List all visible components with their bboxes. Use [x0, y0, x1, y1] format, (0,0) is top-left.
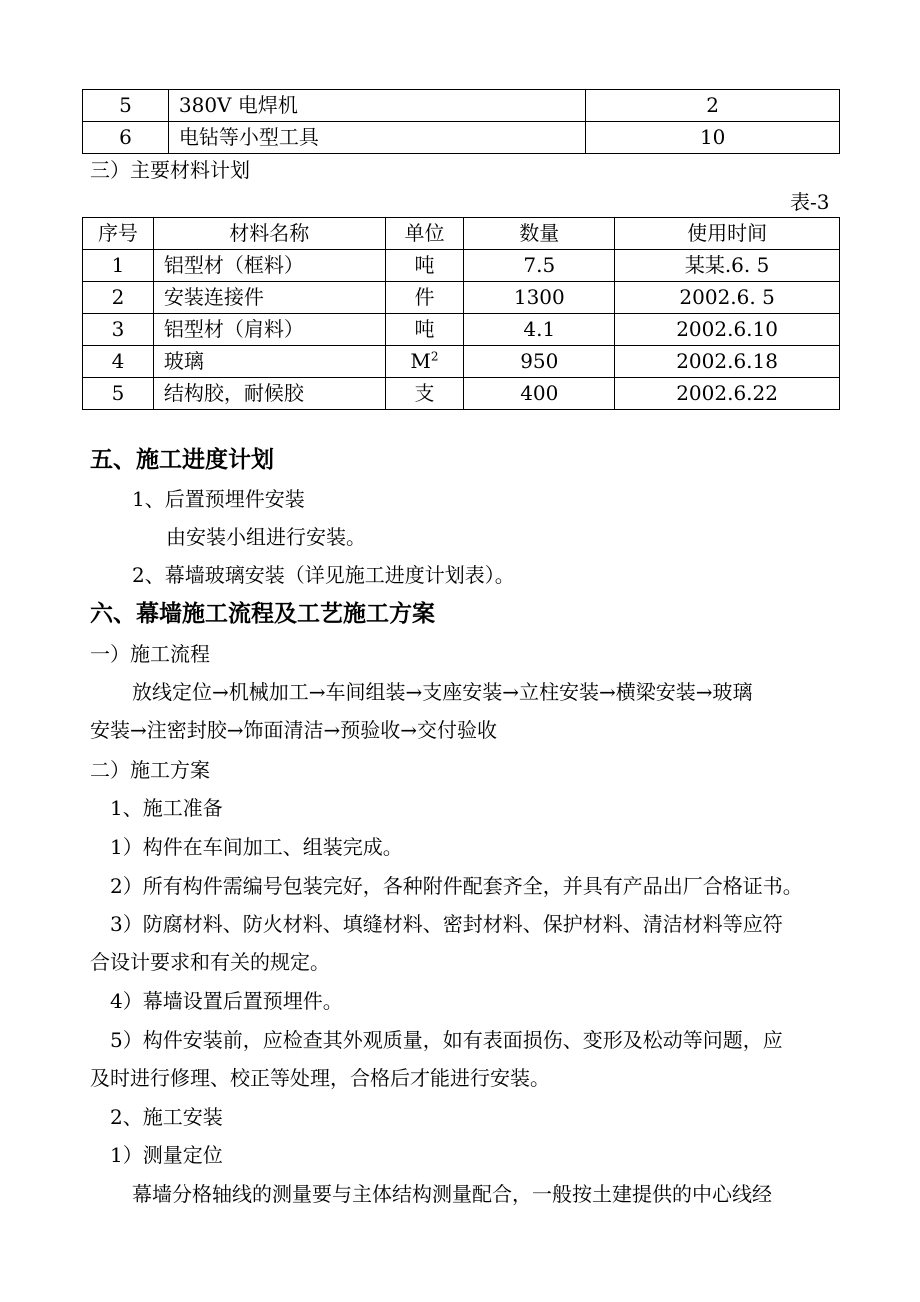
header-time: 使用时间	[615, 218, 840, 250]
material-table	[82, 217, 840, 410]
header-no: 序号	[83, 218, 154, 250]
prep-item4: 4）幕墙设置后置预埋件。	[110, 989, 343, 1013]
cell-time: 2002.6. 5	[615, 282, 840, 314]
cell-time: 2002.6.10	[615, 314, 840, 346]
cell-unit: 件	[385, 282, 464, 314]
table-row	[83, 378, 840, 410]
section5-item2: 2、幕墙玻璃安装（详见施工进度计划表）。	[132, 563, 515, 587]
cell-no: 4	[83, 346, 154, 378]
prep-item5-line2: 及时进行修理、校正等处理，合格后才能进行安装。	[90, 1066, 550, 1090]
section6-title: 六、幕墙施工流程及工艺施工方案	[90, 600, 435, 627]
cell-unit: 吨	[385, 250, 464, 282]
cell-name: 结构胶，耐候胶	[153, 378, 385, 410]
cell-no: 2	[83, 282, 154, 314]
flow-line2: 安装→注密封胶→饰面清洁→预验收→交付验收	[90, 718, 498, 742]
cell-name: 铝型材（框料）	[153, 250, 385, 282]
table-label: 表-3	[790, 190, 830, 214]
cell-unit: 吨	[385, 314, 464, 346]
cell-name: 铝型材（肩料）	[153, 314, 385, 346]
section6-sub2: 二）施工方案	[90, 758, 210, 782]
cell-unit: 支	[385, 378, 464, 410]
cell-time: 2002.6.22	[615, 378, 840, 410]
unit-text: M	[410, 349, 431, 373]
prep-item5-line1: 5）构件安装前，应检查其外观质量，如有表面损伤、变形及松动等问题，应	[110, 1028, 783, 1052]
equipment-table	[82, 89, 840, 154]
material-plan-heading: 三）主要材料计划	[90, 158, 250, 182]
table-row	[83, 122, 840, 154]
install-item1: 1）测量定位	[110, 1143, 223, 1167]
prep-item1: 1）构件在车间加工、组装完成。	[110, 835, 403, 859]
unit-superscript: 2	[430, 349, 439, 364]
cell-name: 玻璃	[153, 346, 385, 378]
cell-unit	[385, 346, 464, 378]
section5-title: 五、施工进度计划	[90, 446, 274, 473]
header-qty: 数量	[464, 218, 615, 250]
table-row	[83, 282, 840, 314]
cell-time: 2002.6.18	[615, 346, 840, 378]
cell-qty: 10	[586, 122, 840, 154]
cell-qty: 400	[464, 378, 615, 410]
cell-qty: 2	[586, 90, 840, 122]
section5-item1: 1、后置预埋件安装	[132, 487, 305, 511]
install-item1-text: 幕墙分格轴线的测量要与主体结构测量配合，一般按土建提供的中心线经	[132, 1182, 772, 1206]
cell-qty: 7.5	[464, 250, 615, 282]
cell-name: 380V 电焊机	[168, 90, 585, 122]
prep-item3-line1: 3）防腐材料、防火材料、填缝材料、密封材料、保护材料、清洁材料等应符	[110, 912, 783, 936]
cell-qty: 1300	[464, 282, 615, 314]
table-row	[83, 250, 840, 282]
header-unit: 单位	[385, 218, 464, 250]
cell-no: 5	[83, 378, 154, 410]
cell-name: 安装连接件	[153, 282, 385, 314]
flow-line1: 放线定位→机械加工→车间组装→支座安装→立柱安装→横梁安装→玻璃	[132, 680, 753, 704]
cell-qty: 950	[464, 346, 615, 378]
prep-item2: 2）所有构件需编号包装完好，各种附件配套齐全，并具有产品出厂合格证书。	[110, 874, 803, 898]
install-title: 2、施工安装	[110, 1105, 223, 1129]
table-row	[83, 314, 840, 346]
table-row	[83, 346, 840, 378]
section5-item1-detail: 由安装小组进行安装。	[166, 525, 366, 549]
cell-no: 5	[83, 90, 169, 122]
table-row	[83, 90, 840, 122]
cell-time: 某某.6. 5	[615, 250, 840, 282]
cell-no: 1	[83, 250, 154, 282]
cell-no: 6	[83, 122, 169, 154]
section6-sub1: 一）施工流程	[90, 642, 210, 666]
header-name: 材料名称	[153, 218, 385, 250]
prep-title: 1、施工准备	[110, 796, 223, 820]
prep-item3-line2: 合设计要求和有关的规定。	[90, 950, 330, 974]
table-header-row	[83, 218, 840, 250]
cell-qty: 4.1	[464, 314, 615, 346]
cell-name: 电钻等小型工具	[168, 122, 585, 154]
cell-no: 3	[83, 314, 154, 346]
